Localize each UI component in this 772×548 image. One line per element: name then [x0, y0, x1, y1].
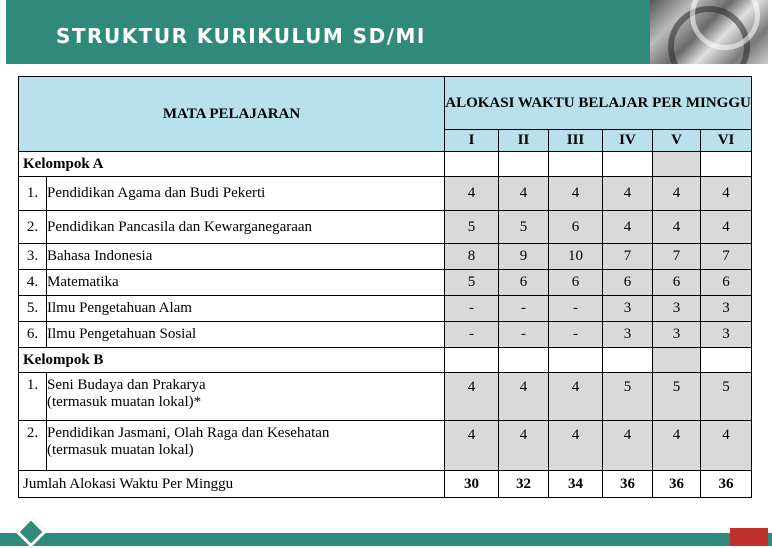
- total-cell: 32: [499, 471, 549, 498]
- decorative-image: [650, 0, 768, 64]
- hours-cell: 5: [603, 373, 653, 421]
- group-spacer-cell: [701, 348, 752, 373]
- group-spacer-cell: [603, 152, 653, 177]
- group-spacer-cell: [499, 152, 549, 177]
- grade-header: II: [499, 130, 549, 152]
- group-label: Kelompok B: [19, 348, 445, 373]
- subject-line: Matematika: [47, 274, 119, 290]
- subject-row: [19, 322, 752, 348]
- group-row: [19, 152, 752, 177]
- subject-row: [19, 270, 752, 296]
- hours-cell: 4: [445, 373, 499, 421]
- total-cell: 36: [701, 471, 752, 498]
- grade-header: V: [653, 130, 701, 152]
- group-spacer-cell: [445, 348, 499, 373]
- subject-column-header: MATA PELAJARAN: [19, 77, 445, 152]
- subject-line: Seni Budaya dan Prakarya: [47, 377, 206, 393]
- footer-bar: [0, 533, 772, 546]
- subject-row: [19, 211, 752, 244]
- grade-header: I: [445, 130, 499, 152]
- hours-cell: -: [499, 296, 549, 322]
- subject-note: (termasuk muatan lokal)*: [47, 394, 202, 410]
- hours-cell: 3: [701, 322, 752, 348]
- subject-note: (termasuk muatan lokal): [47, 442, 194, 458]
- hours-cell: -: [445, 322, 499, 348]
- subject-row: [19, 373, 752, 421]
- subject-line: Ilmu Pengetahuan Alam: [47, 300, 192, 316]
- hours-cell: 6: [653, 270, 701, 296]
- hours-cell: 4: [701, 421, 752, 471]
- total-label: Jumlah Alokasi Waktu Per Minggu: [19, 471, 445, 498]
- hours-cell: 3: [653, 322, 701, 348]
- hours-cell: -: [499, 322, 549, 348]
- subject-row: [19, 421, 752, 471]
- subject-name: [47, 373, 445, 421]
- subject-name: [47, 270, 445, 296]
- hours-cell: 4: [653, 211, 701, 244]
- subject-row: [19, 244, 752, 270]
- hours-cell: 6: [499, 270, 549, 296]
- hours-cell: 5: [445, 270, 499, 296]
- hours-cell: 3: [653, 296, 701, 322]
- subject-name: [47, 211, 445, 244]
- subject-name: [47, 296, 445, 322]
- subject-line: Ilmu Pengetahuan Sosial: [47, 326, 197, 342]
- grade-header: IV: [603, 130, 653, 152]
- hours-cell: 7: [603, 244, 653, 270]
- hours-cell: 7: [653, 244, 701, 270]
- hours-cell: 9: [499, 244, 549, 270]
- curriculum-table: [18, 76, 752, 498]
- group-spacer-cell: [549, 348, 603, 373]
- hours-cell: 4: [549, 177, 603, 211]
- group-spacer-cell: [603, 348, 653, 373]
- hours-cell: 3: [701, 296, 752, 322]
- subject-name: [47, 421, 445, 471]
- row-number: 3.: [19, 244, 47, 270]
- group-spacer-cell: [499, 348, 549, 373]
- grade-header: III: [549, 130, 603, 152]
- hours-cell: 8: [445, 244, 499, 270]
- subject-name: [47, 177, 445, 211]
- hours-cell: 4: [603, 421, 653, 471]
- total-cell: 36: [653, 471, 701, 498]
- hours-cell: 5: [445, 211, 499, 244]
- row-number: 2.: [19, 421, 47, 471]
- group-spacer-cell: [549, 152, 603, 177]
- hours-cell: 5: [499, 211, 549, 244]
- hours-cell: 3: [603, 322, 653, 348]
- hours-cell: 6: [603, 270, 653, 296]
- subject-name: [47, 244, 445, 270]
- hours-cell: 4: [653, 421, 701, 471]
- row-number: 2.: [19, 211, 47, 244]
- group-spacer-cell: [445, 152, 499, 177]
- hours-cell: 4: [603, 177, 653, 211]
- left-margin: [0, 0, 6, 546]
- group-spacer-cell: [653, 348, 701, 373]
- hours-cell: 4: [701, 211, 752, 244]
- total-cell: 34: [549, 471, 603, 498]
- row-number: 1.: [19, 177, 47, 211]
- hours-cell: 4: [653, 177, 701, 211]
- hours-cell: 6: [549, 270, 603, 296]
- hours-cell: 10: [549, 244, 603, 270]
- total-row: [19, 471, 752, 498]
- hours-cell: 7: [701, 244, 752, 270]
- group-spacer-cell: [653, 152, 701, 177]
- row-number: 6.: [19, 322, 47, 348]
- group-label: Kelompok A: [19, 152, 445, 177]
- hours-cell: 4: [549, 421, 603, 471]
- subject-name: [47, 322, 445, 348]
- row-number: 4.: [19, 270, 47, 296]
- hours-cell: 4: [603, 211, 653, 244]
- hours-cell: -: [549, 296, 603, 322]
- time-allocation-header: ALOKASI WAKTU BELAJAR PER MINGGU: [445, 77, 752, 130]
- hours-cell: -: [445, 296, 499, 322]
- hours-cell: 4: [445, 177, 499, 211]
- row-number: 1.: [19, 373, 47, 421]
- hours-cell: 6: [549, 211, 603, 244]
- slide-title: STRUKTUR KURIKULUM SD/MI: [56, 24, 426, 48]
- subject-line: Bahasa Indonesia: [47, 248, 153, 264]
- hours-cell: 5: [701, 373, 752, 421]
- grade-header: VI: [701, 130, 752, 152]
- subject-line: Pendidikan Pancasila dan Kewarganegaraan: [47, 218, 313, 235]
- subject-line: Pendidikan Agama dan Budi Pekerti: [47, 185, 266, 201]
- hours-cell: 4: [499, 421, 549, 471]
- total-cell: 30: [445, 471, 499, 498]
- total-cell: 36: [603, 471, 653, 498]
- row-number: 5.: [19, 296, 47, 322]
- title-banner: [6, 0, 768, 64]
- hours-cell: 6: [701, 270, 752, 296]
- hours-cell: -: [549, 322, 603, 348]
- subject-row: [19, 296, 752, 322]
- hours-cell: 4: [499, 177, 549, 211]
- hours-cell: 5: [653, 373, 701, 421]
- hours-cell: 3: [603, 296, 653, 322]
- page-number-badge: [730, 528, 768, 546]
- hours-cell: 4: [499, 373, 549, 421]
- subject-line: Pendidikan Jasmani, Olah Raga dan Kesehatan: [47, 425, 330, 441]
- hours-cell: 4: [445, 421, 499, 471]
- group-row: [19, 348, 752, 373]
- hours-cell: 4: [549, 373, 603, 421]
- subject-row: [19, 177, 752, 211]
- hours-cell: 4: [701, 177, 752, 211]
- group-spacer-cell: [701, 152, 752, 177]
